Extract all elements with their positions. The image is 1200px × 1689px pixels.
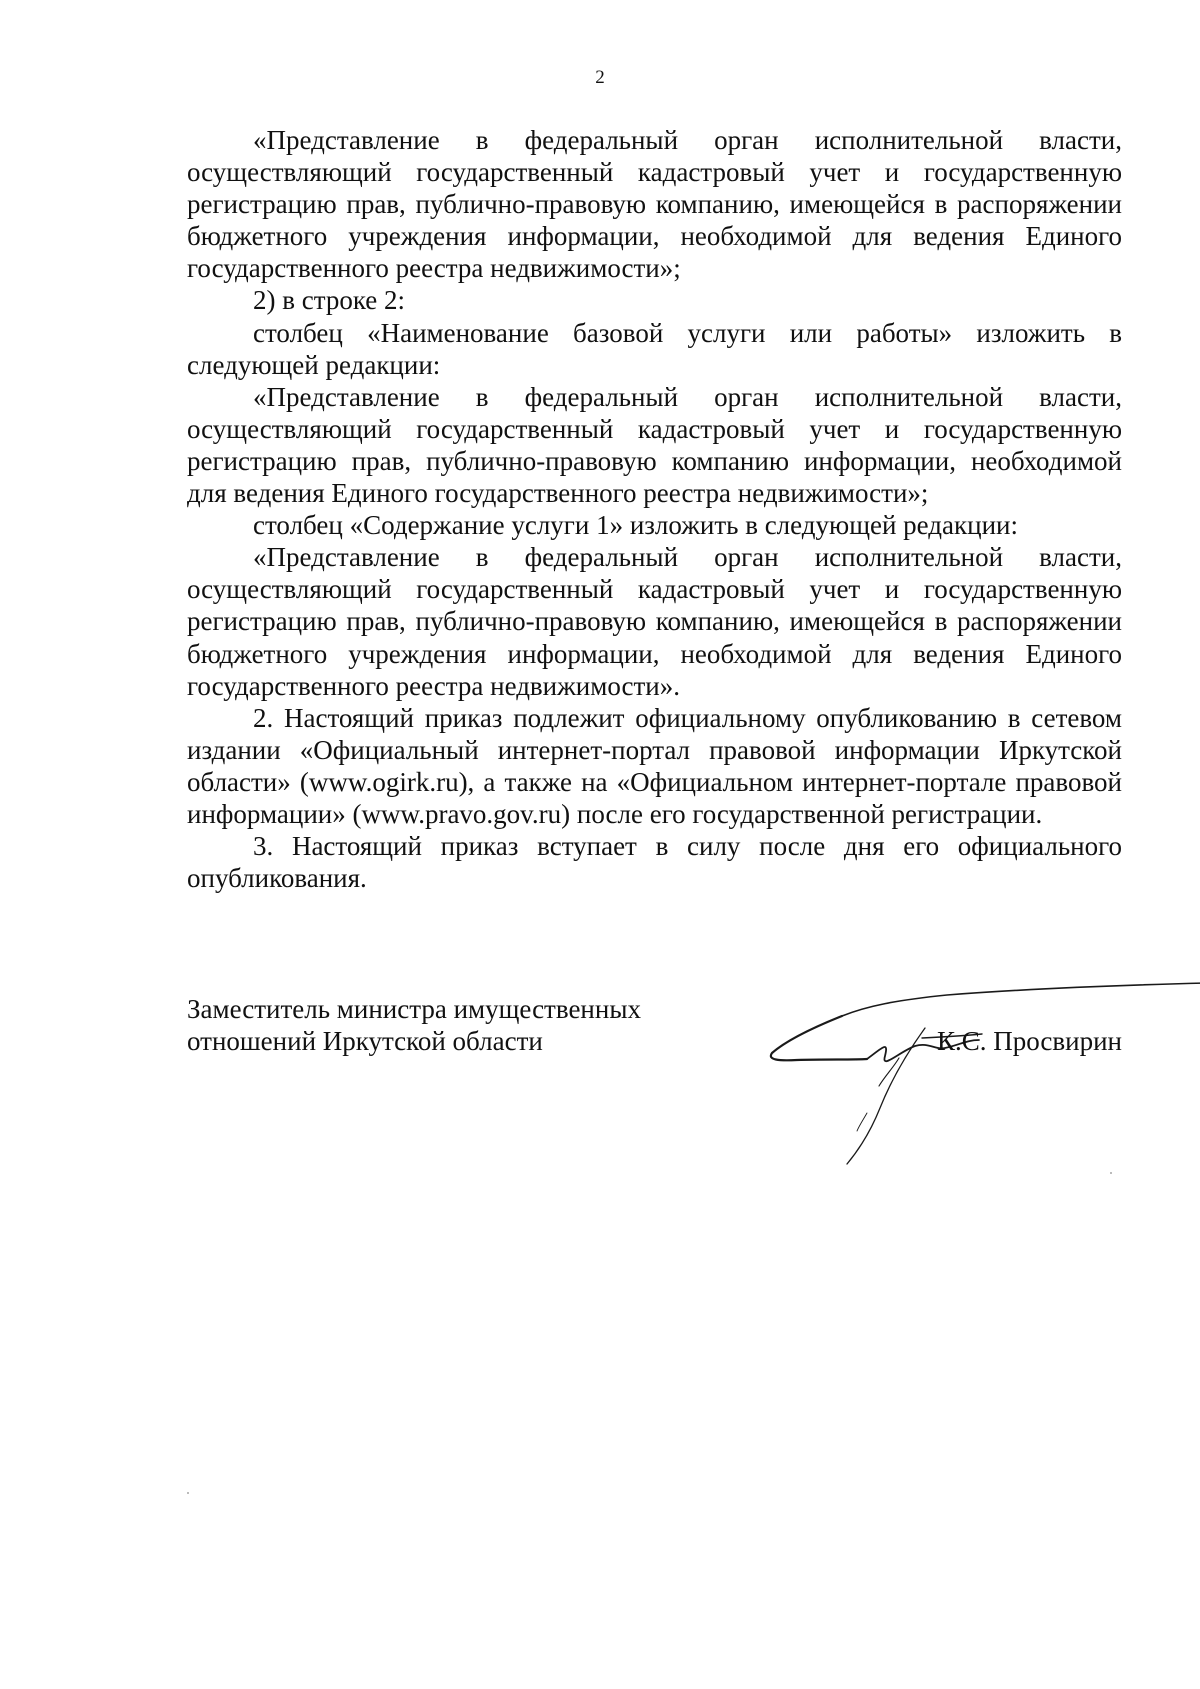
signature-block [187, 993, 1122, 1193]
scan-speck [1110, 1172, 1112, 1174]
signatory-position [187, 993, 707, 1057]
paragraph-3: столбец «Наименование базовой услуги или работы» изложить в следующей редакции: [187, 317, 1122, 380]
paragraph-5: столбец «Содержание услуги 1» изложить в следующей редакции: [253, 510, 1018, 541]
signatory-name: К.С. Просвирин [936, 1026, 1122, 1056]
paragraph-7: 2. Настоящий приказ подлежит официальному опубликованию в сетевом издании «Официальный интернет-портал правовой информации Иркутской области» (www.ogirk.ru), а также на «Официальном интернет-портале правовой информации» (www.pravo.gov.ru) после его государственной регистрации. [187, 702, 1122, 829]
paragraph-2: 2) в строке 2: [253, 285, 406, 316]
paragraph-4: «Представление в федеральный орган исполнительной власти, осуществляющий государственный кадастровый учет и государственную регистрацию прав, публично-правовую компанию информации, необходимой для ведения Единого государственного реестра недвижимости»; [187, 381, 1122, 509]
paragraph-6: «Представление в федеральный орган исполнительной власти, осуществляющий государственный кадастровый учет и государственную регистрацию прав, публично-правовую компанию, имеющейся в распоряжении бюджетного учреждения информации, необходимой для ведения Единого государственного реестра недвижимости». [187, 542, 1122, 701]
scan-speck [187, 1492, 189, 1494]
page-number: 2 [595, 67, 605, 88]
document-body [187, 124, 1122, 894]
handwritten-signature [667, 968, 1200, 1168]
paragraph-1: «Представление в федеральный орган исполнительной власти, осуществляющий государственный кадастровый учет и государственную регистрацию прав, публично-правовую компанию, имеющейся в распоряжении бюджетного учреждения информации, необходимой для ведения Единого государственного реестра недвижимости»; [187, 125, 1122, 284]
paragraph-8: 3. Настоящий приказ вступает в силу после дня его официального опубликования. [187, 831, 1122, 894]
signatory-position-line-1: Заместитель министра имущественных [187, 994, 641, 1024]
signatory-position-line-2: отношений Иркутской области [187, 1026, 543, 1056]
